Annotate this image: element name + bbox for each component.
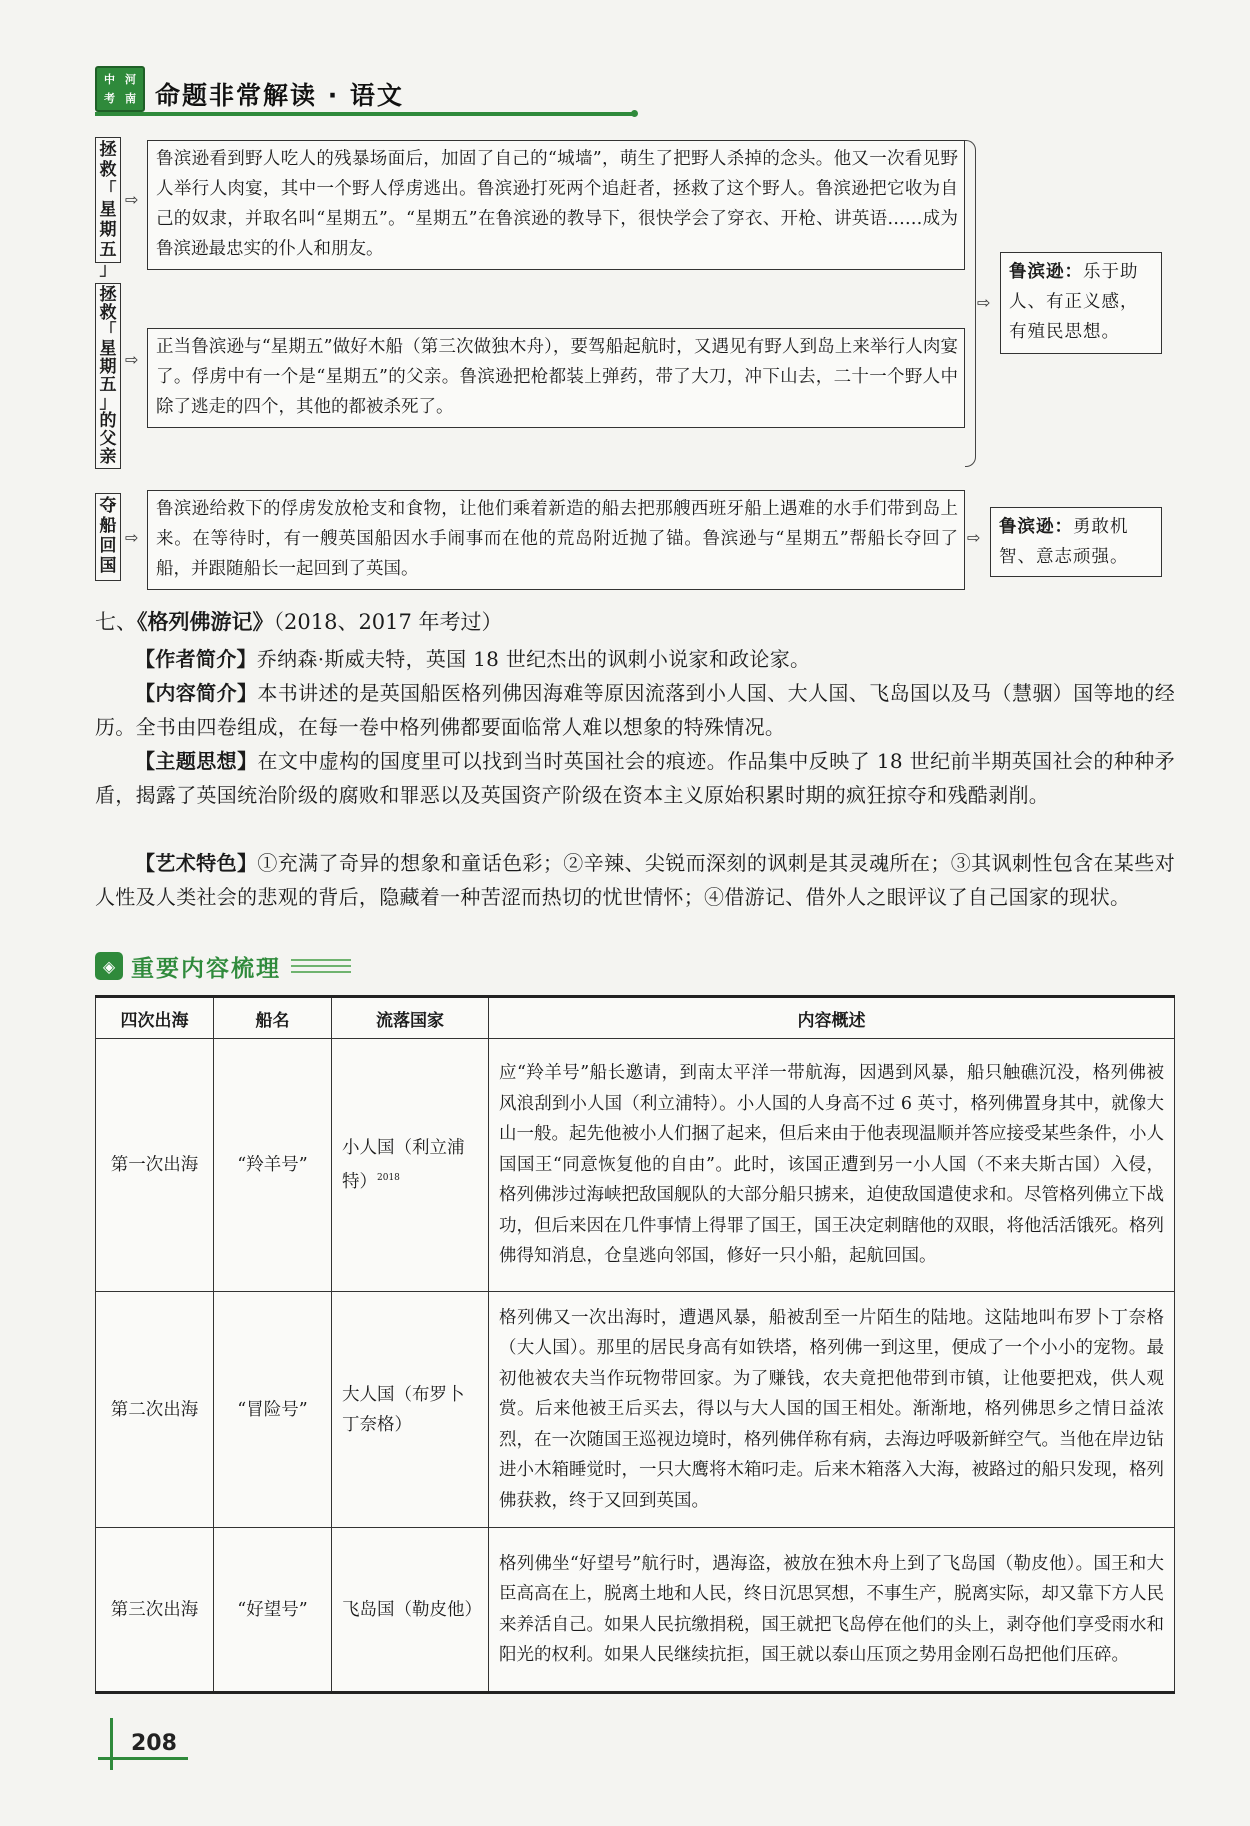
desc-cell: 格列佛又一次出海时，遭遇风暴，船被刮至一片陌生的陆地。这陆地叫布罗卜丁奈格（大人国）。那里的居民身高有如铁塔，格列佛一到这里，便成了一个小小的宠物。最初他被农夫当作玩物带回家。为了赚钱，农夫竟把他带到市镇，让他要把戏，供人观赏。后来他被王后买去，得以与大人国的国王相处。渐渐地，格列佛思乡之情日益浓烈，在一次随国王巡视边境时，格列佛佯称有病，去海边呼吸新鲜空气。当他在岸边钻进小木箱睡觉时，一只大鹰将木箱叼走。后来木箱落入大海，被路过的船只发现，格列佛获救，终于又回到英国。 [489, 1292, 1175, 1528]
event-label-rescue-father: 拯 救 「 星 期 五 」 的 父 亲 [95, 283, 121, 469]
exam-logo [95, 66, 145, 112]
flow-arrow-icon: ⇨ [967, 528, 981, 547]
event-text-return-home: 鲁滨逊给救下的俘虏发放枪支和食物，让他们乘着新造的船去把那艘西班牙船上遇难的水手们带到岛上来。在等待时，有一艘英国船因水手闹事而在他的荒岛附近抛了锚。鲁滨逊与“星期五”帮船长夺回了船，并跟随船长一起回到了英国。 [147, 490, 965, 590]
header-divider [95, 112, 635, 116]
event-text-rescue-father: 正当鲁滨逊与“星期五”做好木船（第三次做独木舟），要驾船起航时，又遇见有野人到岛上来举行人肉宴了。俘虏中有一个是“星期五”的父亲。鲁滨逊把枪都装上弹药，带了大刀，冲下山去，二十一个野人中除了逃走的四个，其他的都被杀死了。 [147, 328, 965, 428]
trait-box-1 [1000, 252, 1162, 354]
section-heading-text: 重要内容梳理 [131, 955, 281, 982]
page-number-rule [98, 1757, 188, 1760]
trait-name: 鲁滨逊： [1009, 262, 1083, 282]
logo-char: 河 [125, 72, 136, 86]
flow-arrow-icon: ⇨ [977, 293, 991, 312]
event-label-return-home: 夺 船 回 国 [95, 493, 121, 581]
ship-cell: “羚羊号” [214, 1039, 332, 1292]
bracket-line [965, 140, 976, 467]
voyage-cell: 第一次出海 [96, 1039, 214, 1292]
exam-year-note: 2018 [377, 1173, 400, 1184]
col-header: 流落国家 [332, 997, 489, 1039]
flow-arrow-icon: ⇨ [125, 190, 139, 209]
desc-cell: 格列佛坐“好望号”航行时，遇海盗，被放在独木舟上到了飞岛国（勒皮他）。国王和大臣高高在上，脱离土地和人民，终日沉思冥想，不事生产，脱离实际，却又靠下方人民来养活自己。如果人民抗缴捐税，国王就把飞岛停在他们的头上，剥夺他们享受雨水和阳光的权利。如果人民继续抗拒，国王就以泰山压顶之势用金刚石岛把他们压碎。 [489, 1528, 1175, 1693]
page-number: 208 [131, 1731, 177, 1756]
table-row [96, 1039, 1175, 1292]
cube-icon: ◈ [95, 952, 123, 980]
table-header-row [96, 997, 1175, 1039]
section-heading [95, 950, 385, 982]
country-cell: 小人国（利立浦特）$^{2018}$ [332, 1039, 489, 1292]
desc-cell: 应“羚羊号”船长邀请，到南太平洋一带航海，因遇到风暴，船只触礁沉没，格列佛被风浪刮到小人国（利立浦特）。小人国的人身高不过 6 英寸，格列佛置身其中，就像大山一般。起先他被小人们捆了起来，但后来由于他表现温顺并答应接受某些条件，小人国国王“同意恢复他的自由”。此时，该国正遭到另一小人国（不来夫斯古国）入侵，格列佛涉过海峡把敌国舰队的大部分船只掳来，迫使敌国遣使求和。尽管格列佛立下战功，但后来因在几件事情上得罪了国王，国王决定刺瞎他的双眼，将他活活饿死。格列佛得知消息，仓皇逃向邻国，修好一只小船，起航回国。 [489, 1039, 1175, 1292]
voyages-table [95, 995, 1175, 1694]
content-intro: 【内容简介】本书讲述的是英国船医格列佛因海难等原因流落到小人国、大人国、飞岛国以及马（慧骃）国等地的经历。全书由四卷组成，在每一卷中格列佛都要面临常人难以想象的特殊情况。 [95, 681, 1175, 739]
section-heading-lines [291, 955, 351, 977]
flow-arrow-icon: ⇨ [125, 528, 139, 547]
theme-intro: 【主题思想】在文中虚构的国度里可以找到当时英国社会的痕迹。作品集中反映了 18 世纪前半期英国社会的种种矛盾，揭露了英国统治阶级的腐败和罪恶以及英国资产阶级在资本主义原始积累时期的疯狂掠夺和残酷剥削。 [95, 749, 1175, 807]
trait-box-2 [990, 507, 1162, 577]
voyage-cell: 第二次出海 [96, 1292, 214, 1528]
col-header: 四次出海 [96, 997, 214, 1039]
trait-text: 勇敢机智、意志顽强。 [999, 517, 1129, 567]
country-cell: 大人国（布罗卜丁奈格） [332, 1292, 489, 1528]
header-divider-dot [631, 110, 638, 117]
page-number-rule [110, 1718, 113, 1770]
voyage-cell: 第三次出海 [96, 1528, 214, 1693]
art-features: 【艺术特色】①充满了奇异的想象和童话色彩；②辛辣、尖锐而深刻的讽刺是其灵魂所在；③其讽刺性包含在某些对人性及人类社会的悲观的背后，隐藏着一种苦涩而热切的忧世情怀；④借游记、借外人之眼评议了自己国家的现状。 [95, 851, 1175, 909]
logo-char: 南 [125, 91, 136, 105]
ship-cell: “冒险号” [214, 1292, 332, 1528]
event-label-rescue-friday: 拯 救 「 星 期 五 」 [95, 137, 121, 263]
logo-char: 中 [104, 72, 115, 86]
trait-name: 鲁滨逊： [999, 517, 1073, 537]
logo-char: 考 [104, 91, 115, 105]
section-7-title: 七、《格列佛游记》（2018、2017 年考过） [95, 610, 503, 634]
table-row [96, 1292, 1175, 1528]
flow-arrow-icon: ⇨ [125, 350, 139, 369]
country-cell: 飞岛国（勒皮他） [332, 1528, 489, 1693]
ship-cell: “好望号” [214, 1528, 332, 1693]
author-intro: 【作者简介】乔纳森·斯威夫特，英国 18 世纪杰出的讽刺小说家和政论家。 [135, 647, 811, 671]
trait-text: 乐于助人、有正义感，有殖民思想。 [1009, 262, 1139, 342]
event-text-rescue-friday: 鲁滨逊看到野人吃人的残暴场面后，加固了自己的“城墙”，萌生了把野人杀掉的念头。他又一次看见野人举行人肉宴，其中一个野人俘虏逃出。鲁滨逊打死两个追赶者，拯救了这个野人。鲁滨逊把它收为自己的奴隶，并取名叫“星期五”。“星期五”在鲁滨逊的教导下，很快学会了穿衣、开枪、讲英语……成为鲁滨逊最忠实的仆人和朋友。 [147, 140, 965, 270]
col-header: 船名 [214, 997, 332, 1039]
col-header: 内容概述 [489, 997, 1175, 1039]
header-title: 命题非常解读 · 语文 [155, 81, 404, 110]
table-row [96, 1528, 1175, 1693]
